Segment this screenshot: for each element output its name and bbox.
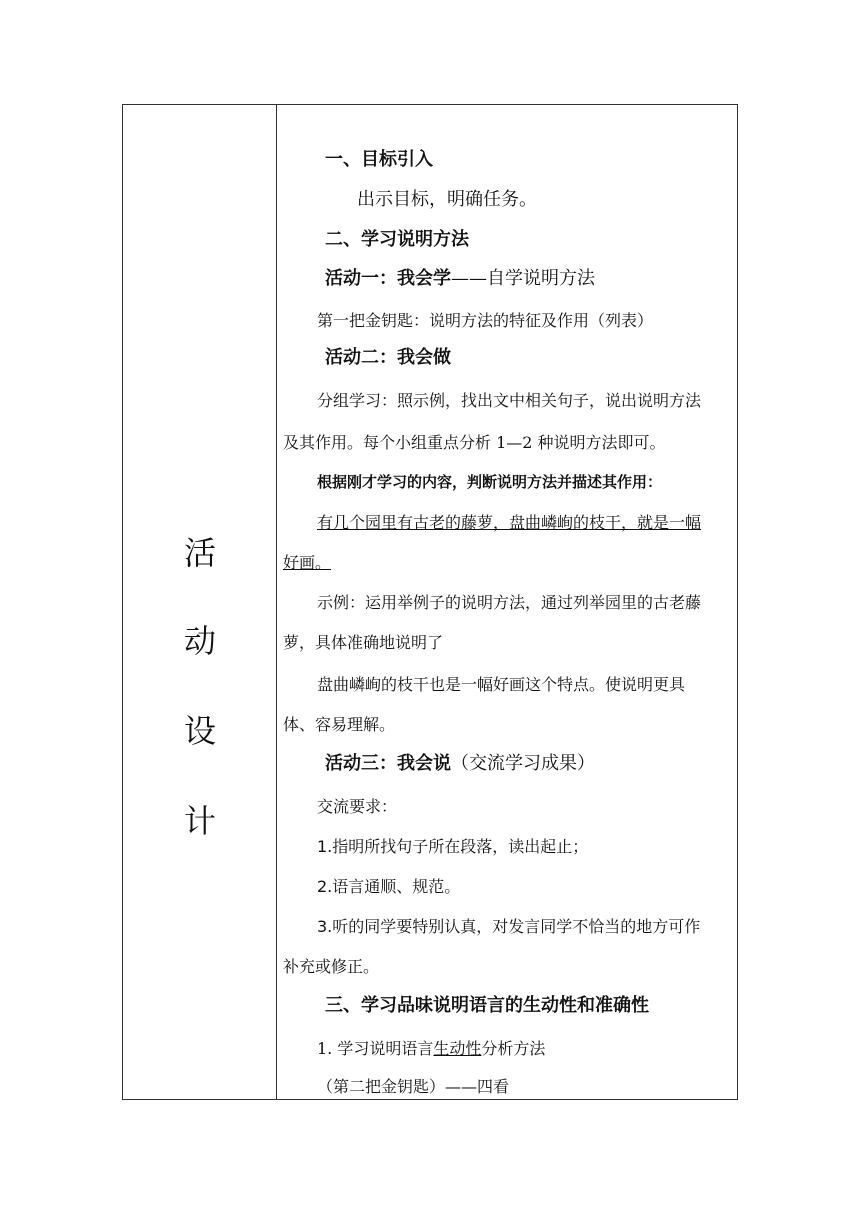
label-char-3: 设 [183, 712, 216, 750]
requirement-1: 1.指明所找句子所在段落，读出起止； [317, 837, 589, 856]
activity-2-heading: 活动二：我会做 [325, 347, 451, 368]
quote-line-2: 好画。 [283, 553, 332, 572]
activity-1-desc: ——自学说明方法 [451, 268, 595, 289]
section-label-cell [123, 105, 277, 1099]
label-char-4: 计 [183, 802, 216, 840]
activity-3-desc: （交流学习成果） [451, 753, 595, 774]
judge-instruction: 根据刚才学习的内容，判断说明方法并描述其作用： [317, 473, 663, 491]
requirement-3-line-1: 3.听的同学要特别认真，对发言同学不恰当的地方可作 [317, 917, 701, 936]
language-method-prefix: 1. 学习说明语言 [317, 1039, 434, 1058]
requirement-2: 2.语言通顺、规范。 [317, 877, 461, 896]
activity-3-heading [325, 753, 595, 775]
section-3-title: 三、学习品味说明语言的生动性和准确性 [325, 995, 649, 1016]
exchange-requirements: 交流要求： [317, 797, 398, 816]
activity-1-label: 活动一：我会学 [325, 268, 451, 289]
section-2-title: 二、学习说明方法 [325, 229, 469, 250]
quote-line-1: 有几个园里有古老的藤萝，盘曲嶙峋的枝干，就是一幅 [317, 513, 702, 532]
activity-1-heading [325, 268, 595, 290]
label-char-2: 动 [183, 622, 216, 660]
language-method-suffix: 分析方法 [481, 1039, 546, 1058]
example-line-1: 示例：运用举例子的说明方法，通过列举园里的古老藤 [317, 593, 702, 612]
example-line-4: 体、容易理解。 [283, 715, 396, 734]
activity-3-label: 活动三：我会说 [325, 753, 451, 774]
content-cell [277, 105, 737, 1099]
section-1-text: 出示目标，明确任务。 [357, 189, 537, 210]
requirement-3-line-2: 补充或修正。 [283, 957, 380, 976]
golden-key-1: 第一把金钥匙：说明方法的特征及作用（列表） [317, 311, 654, 330]
label-char-1: 活 [183, 534, 216, 572]
language-method-line [317, 1039, 545, 1058]
example-line-3: 盘曲嶙峋的枝干也是一幅好画这个特点。使说明更具 [317, 675, 686, 694]
language-method-underlined: 生动性 [433, 1039, 482, 1058]
example-line-2: 萝，具体准确地说明了 [283, 633, 444, 652]
golden-key-2: （第二把金钥匙）——四看 [317, 1077, 510, 1096]
section-1-title: 一、目标引入 [325, 149, 433, 170]
group-study-line-2: 及其作用。每个小组重点分析 1—2 种说明方法即可。 [283, 433, 666, 452]
group-study-line-1: 分组学习：照示例，找出文中相关句子，说出说明方法 [317, 391, 702, 410]
activity-design-table [122, 104, 738, 1100]
